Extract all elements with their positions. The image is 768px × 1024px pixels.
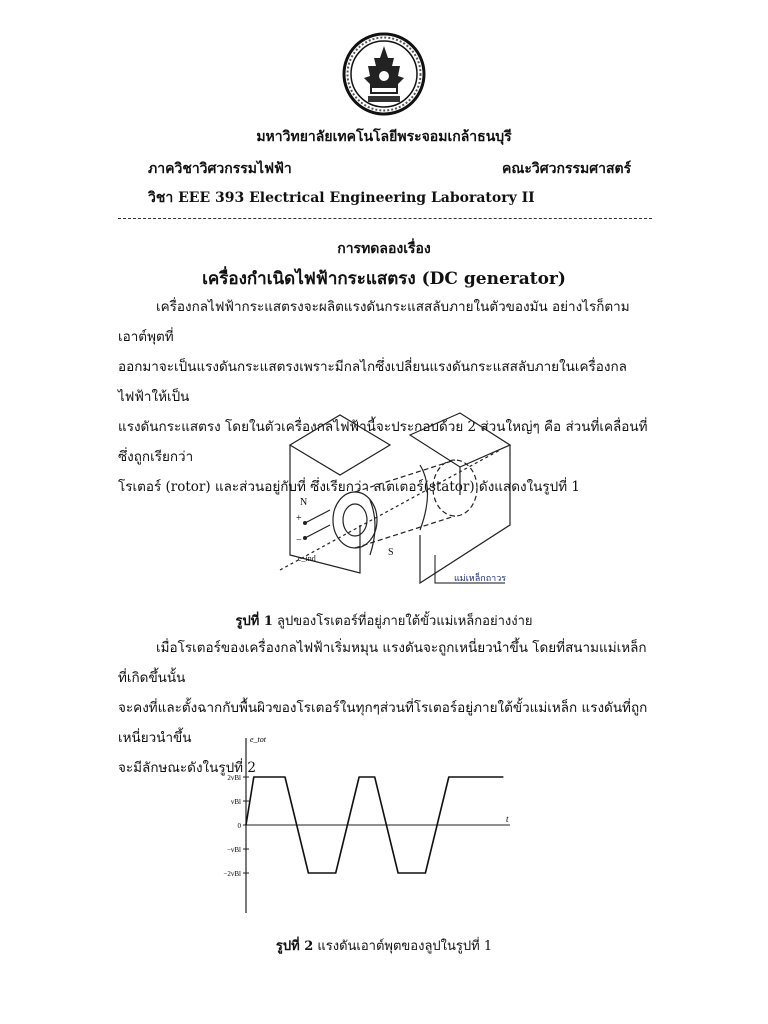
figure1-caption-text: ลูปของโรเตอร์ที่อยู่ภายใต้ขั้วแม่เหล็กอย่างง่าย (272, 614, 533, 629)
university-seal (342, 32, 426, 116)
y-tick-label: 2vBl (227, 774, 241, 782)
plus-terminal-label: + (296, 513, 302, 524)
course-title: วิชา EEE 393 Electrical Engineering Laboratory II (148, 190, 535, 206)
south-pole-label: S (388, 547, 394, 558)
y-tick-label: 0 (237, 822, 241, 830)
y-tick-label: −2vBl (223, 870, 241, 878)
figure2-caption (0, 935, 768, 956)
paragraph-line: เมื่อโรเตอร์ของเครื่องกลไฟฟ้าเริ่มหมุน แรงดันจะถูกเหนี่ยวนำขึ้น โดยที่สนามแม่เหล็กที่เกิดขึ้นนั้น (118, 640, 647, 686)
experiment-title: เครื่องกำเนิดไฟฟ้ากระแสตรง (DC generator) (202, 269, 566, 289)
y-tick-label: −vBl (226, 846, 241, 854)
y-axis-title: e_tot (250, 735, 266, 744)
paragraph-line: โรเตอร์ (rotor) และส่วนอยู่กับที่ ซึ่งเรียกว่า สเตเตอร์(stator) ดังแสดงในรูปที่ 1 (118, 479, 580, 495)
north-pole-label: N (300, 497, 308, 508)
figure1-caption (0, 610, 768, 631)
paragraph-line: แรงดันกระแสตรง โดยในตัวเครื่องกลไฟฟ้านี้จะประกอบด้วย 2 ส่วนใหญ่ๆ คือ ส่วนที่เคลื่อนที่ซึ่งถูกเรียกว่า (118, 419, 648, 465)
x-axis-title: t (506, 814, 509, 824)
experiment-label: การทดลองเรื่อง (337, 241, 431, 257)
department-name: ภาควิชาวิศวกรรมไฟฟ้า (148, 161, 292, 177)
figure1-caption-prefix: รูปที่ 1 (235, 614, 273, 629)
university-name: มหาวิทยาลัยเทคโนโลยีพระจอมเกล้าธนบุรี (256, 129, 512, 145)
paragraph-line: เครื่องกลไฟฟ้ากระแสตรงจะผลิตแรงดันกระแสสลับภายในตัวของมัน อย่างไรก็ตามเอาต์พุตที่ (118, 299, 630, 345)
minus-terminal-label: − (296, 535, 302, 546)
paragraph-line: ออกมาจะเป็นแรงดันกระแสตรงเพราะมีกลไกซึ่งเปลี่ยนแรงดันกระแสสลับภายในเครื่องกลไฟฟ้าให้เป็น (118, 359, 627, 405)
rotor-loop-diagram (270, 405, 520, 595)
header-divider (118, 218, 652, 219)
y-tick-label: vBl (230, 798, 241, 806)
figure2-caption-prefix: รูปที่ 2 (275, 939, 314, 954)
figure2-caption-text: แรงดันเอาต์พุตของลูปในรูปที่ 1 (313, 939, 493, 954)
induced-voltage-label: e_ind (298, 554, 316, 563)
permanent-magnet-label: แม่เหล็กถาวร (454, 574, 507, 584)
output-voltage-chart (218, 728, 518, 923)
paragraph-line: จะมีลักษณะดังในรูปที่ 2 (118, 760, 256, 776)
faculty-name: คณะวิศวกรรมศาสตร์ (502, 161, 632, 177)
paragraph-line: จะคงที่และตั้งฉากกับพื้นผิวของโรเตอร์ในทุกๆส่วนที่โรเตอร์อยู่ภายใต้ขั้วแม่เหล็ก แรงดันที่ถูกเหนี่ยวนำขึ้น (118, 700, 648, 746)
